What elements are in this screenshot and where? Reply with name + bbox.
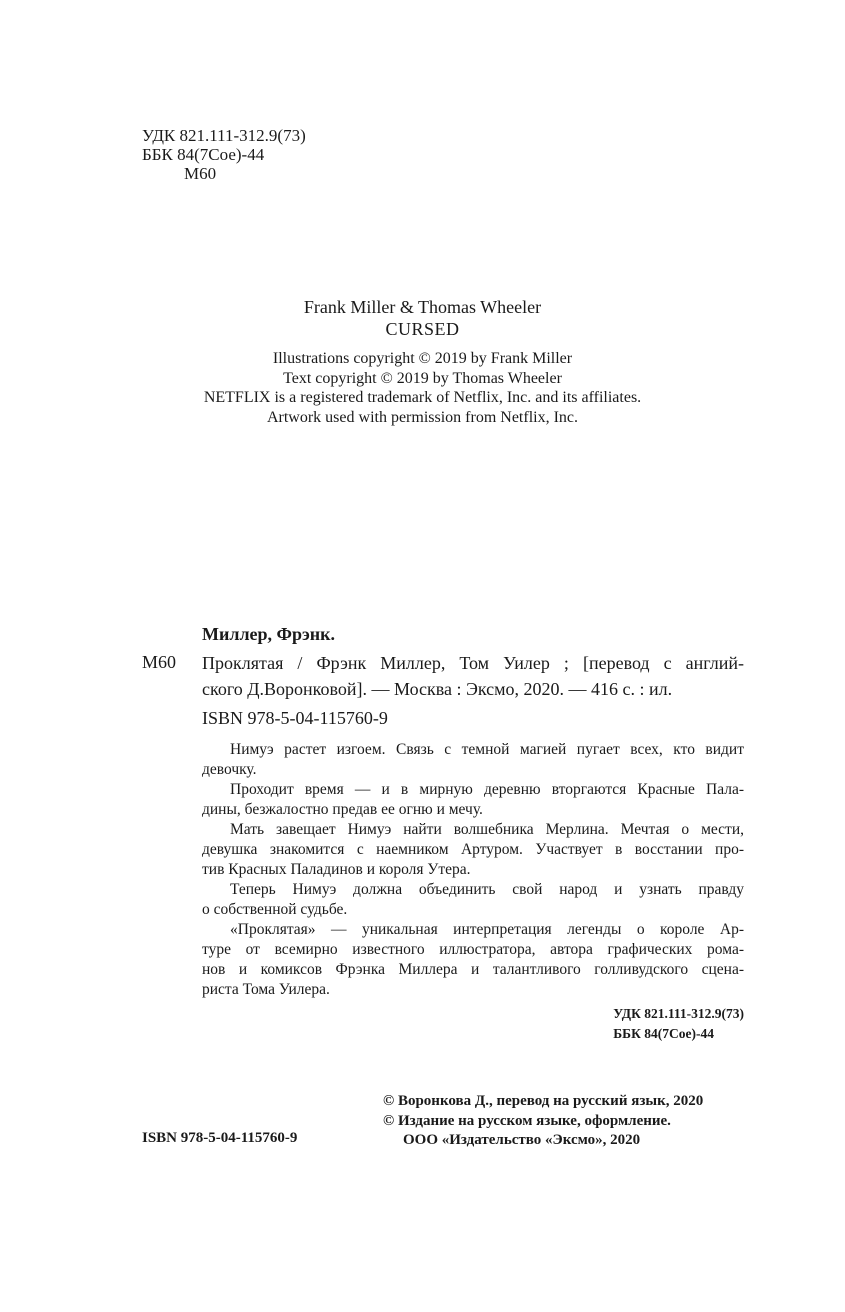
author-code: М60: [184, 164, 217, 183]
annotation-line: нов и комиксов Фрэнка Миллера и талантливого голливудского сцена-: [202, 961, 744, 978]
original-title: CURSED: [385, 319, 460, 339]
annotation-line: риста Тома Уилера.: [202, 981, 330, 998]
footer-isbn: ISBN 978-5-04-115760-9: [142, 1130, 298, 1146]
udk-code: УДК 821.111-312.9(73): [142, 126, 306, 145]
annotation-line: «Проклятая» — уникальная интерпретация легенды о короле Ар-: [230, 921, 744, 938]
copyright-line: Text copyright © 2019 by Thomas Wheeler: [283, 369, 562, 387]
copyright-line: NETFLIX is a registered trademark of Netflix, Inc. and its affiliates.: [203, 389, 642, 406]
annotation-paragraph: [202, 780, 744, 820]
annotation-line: дины, безжалостно предав ее огню и мечу.: [202, 801, 483, 818]
catalog-code: М60: [142, 652, 177, 672]
annotation-paragraph: [202, 880, 744, 920]
annotation-line: Мать завещает Нимуэ найти волшебника Мерлина. Мечтая о мести,: [230, 821, 744, 838]
publisher-copyright: [383, 1092, 703, 1151]
copyright-translation: © Воронкова Д., перевод на русский язык, 2020: [383, 1093, 704, 1109]
footer-udk: УДК 821.111-312.9(73): [613, 1006, 744, 1021]
annotation-line: девочку.: [202, 761, 257, 778]
annotation-line: тив Красных Паладинов и короля Утера.: [202, 861, 471, 878]
original-copyright-block: [0, 296, 845, 427]
annotation-line: Нимуэ растет изгоем. Связь с темной магией пугает всех, кто видит: [230, 741, 744, 758]
bibliographic-description: [202, 650, 744, 702]
copyright-edition: © Издание на русском языке, оформление.: [383, 1112, 671, 1129]
bbk-code: ББК 84(7Сое)-44: [142, 145, 265, 164]
annotation: [202, 740, 744, 1000]
annotation-line: девушка знакомится с наемником Артуром. Участвует в восстании про-: [202, 841, 744, 858]
classification-codes: [142, 126, 306, 183]
annotation-paragraph: [202, 920, 744, 1000]
annotation-line: Теперь Нимуэ должна объединить свой народ и узнать правду: [230, 881, 744, 898]
copyright-line: Illustrations copyright © 2019 by Frank Miller: [272, 350, 573, 367]
annotation-line: туре от всемирно известного иллюстратора, автора графических рома-: [202, 941, 744, 958]
copyright-line: Artwork used with permission from Netflix, Inc.: [266, 408, 579, 426]
annotation-paragraph: [202, 740, 744, 780]
description-line: ского Д.Воронковой]. — Москва : Эксмо, 2020. — 416 с. : ил.: [202, 679, 673, 699]
original-authors: Frank Miller & Thomas Wheeler: [303, 297, 542, 317]
annotation-line: о собственной судьбе.: [202, 901, 348, 918]
footer-classification-codes: [613, 1004, 744, 1044]
isbn: ISBN 978-5-04-115760-9: [202, 708, 388, 728]
footer-bbk: ББК 84(7Сое)-44: [613, 1026, 714, 1041]
annotation-line: Проходит время — и в мирную деревню вторгаются Красные Пала-: [230, 781, 744, 798]
description-line: Проклятая / Фрэнк Миллер, Том Уилер ; [перевод с англий-: [202, 653, 744, 673]
copyright-publisher: ООО «Издательство «Эксмо», 2020: [403, 1132, 641, 1148]
author-heading: Миллер, Фрэнк.: [202, 624, 336, 644]
annotation-paragraph: [202, 820, 744, 880]
